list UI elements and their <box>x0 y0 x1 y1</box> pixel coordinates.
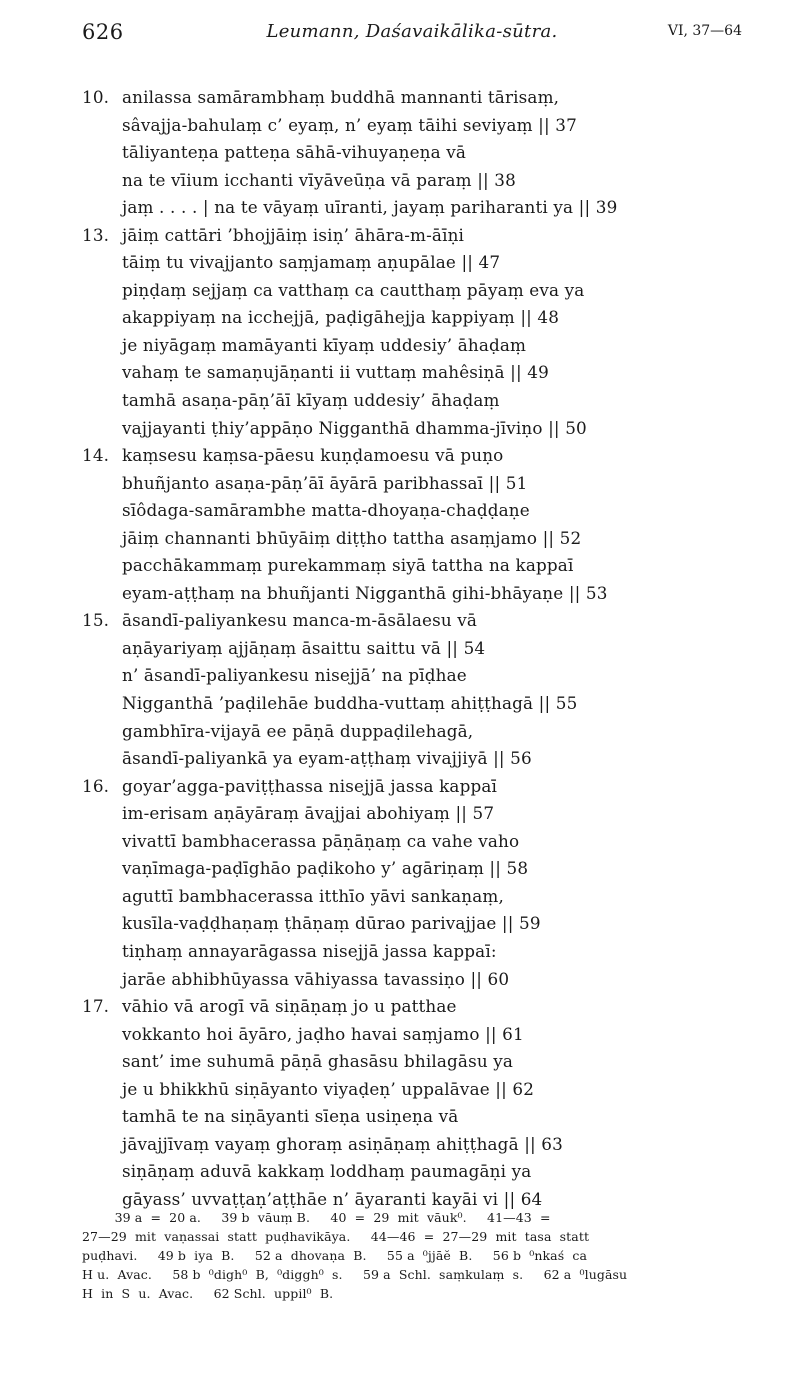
verse-line <box>82 359 762 387</box>
verse-line <box>82 662 762 690</box>
verse-line-text: siṇāṇaṃ aduvā kakkaṃ loddhaṃ paumagāṇi ya <box>122 1161 532 1182</box>
verse-line <box>82 277 762 305</box>
verse-line-text: tāiṃ tu vivajjanto saṃjamaṃ aṇupālae || 47 <box>122 252 501 273</box>
verse-line-text: tamhā te na siṇāyanti sīeṇa usiṇeṇa vā <box>122 1106 459 1127</box>
verse-line-text: im-erisam aṇāyāraṃ āvajjai abohiyaṃ || 57 <box>122 803 495 824</box>
verse-line-text: vajjayanti ṭhiy’appāṇo Nigganthā dhamma-jīviṇo || 50 <box>122 417 587 438</box>
footnote-line: H in S u. Avac. 62 Schl. uppil⁰ B. <box>82 1286 334 1301</box>
verse-range-ref: VI, 37—64 <box>667 23 742 39</box>
verse-line-text: anilassa samārambhaṃ buddhā mannanti tārisaṃ, <box>122 87 560 107</box>
verse-line-text: āsandī-paliyankā ya eyam-aṭṭhaṃ vivajjiyā || 56 <box>122 748 532 769</box>
verse-line <box>82 525 762 553</box>
verse-line <box>82 415 762 443</box>
verse-line-text: tāliyanteṇa patteṇa sāhā-vihuyaṇeṇa vā <box>122 142 467 163</box>
running-title: Leumann, Daśavaikālika-sūtra. <box>266 21 558 42</box>
verse-line-text: n’ āsandī-paliyankesu nisejjā’ na pīḍhae <box>122 665 467 686</box>
verse-text-block <box>82 84 762 1213</box>
section-number: 14. <box>82 445 110 466</box>
verse-line <box>82 690 762 718</box>
verse-line <box>82 855 762 883</box>
verse-line <box>82 552 762 580</box>
verse-line-text: vāhio vā arogī vā siṇāṇaṃ jo u patthae <box>122 996 457 1017</box>
section-number: 13. <box>82 224 110 245</box>
verse-line <box>82 1076 762 1104</box>
verse-line <box>82 883 762 911</box>
verse-line-text: vahaṃ te samaṇujāṇanti ii vuttaṃ mahêsiṇā || 49 <box>122 362 549 383</box>
footnote-line: H u. Avac. 58 b ⁰digh⁰ B, ⁰diggh⁰ s. 59 a Schl. saṃkulaṃ s. 62 a ⁰lugāsu <box>82 1267 628 1282</box>
verse-line-text: eyam-aṭṭhaṃ na bhuñjanti Nigganthā gihi-bhāyaṇe || 53 <box>122 582 608 603</box>
verse-line <box>82 910 762 938</box>
verse-line-text: tamhā asaṇa-pāṇ’āī kīyaṃ uddesiy’ āhaḍaṃ <box>122 390 500 411</box>
verse-line <box>82 966 762 994</box>
verse-line-text: gambhīra-vijayā ee pāṇā duppaḍilehagā, <box>122 720 474 741</box>
verse-line <box>82 332 762 360</box>
verse-line <box>82 1103 762 1131</box>
verse-line <box>82 1131 762 1159</box>
verse-line <box>82 1158 762 1186</box>
verse-line <box>82 1021 762 1049</box>
verse-line-text: tiṇhaṃ annayarāgassa nisejjā jassa kappaī: <box>122 940 497 961</box>
footnotes-block <box>82 1208 762 1303</box>
verse-line-text: aguttī bambhacerassa itthīo yāvi sankaṇaṃ, <box>122 885 504 906</box>
verse-line <box>82 497 762 525</box>
verse-line <box>82 828 762 856</box>
verse-line-text: aṇāyariyaṃ ajjāṇaṃ āsaittu saittu vā || 54 <box>122 637 486 658</box>
verse-line-text: kaṃsesu kaṃsa-pāesu kuṇḍamoesu vā puṇo <box>122 445 504 466</box>
verse-line <box>82 249 762 277</box>
verse-line <box>82 607 762 635</box>
verse-line-text: akappiyaṃ na icchejjā, paḍigāhejja kappiyaṃ || 48 <box>122 307 560 328</box>
verse-line <box>82 773 762 801</box>
section-number: 17. <box>82 996 110 1017</box>
verse-line-text: jaṃ . . . . | na te vāyaṃ uīranti, jayaṃ pariharanti ya || 39 <box>122 197 618 218</box>
verse-line-text: kusīla-vaḍḍhaṇaṃ ṭhāṇaṃ dūrao parivajjae || 59 <box>122 913 541 934</box>
verse-line <box>82 580 762 608</box>
verse-line <box>82 84 762 112</box>
verse-line-text: je u bhikkhū siṇāyanto viyaḍeṇ’ uppalāvae || 62 <box>122 1078 535 1099</box>
section-number: 10. <box>82 87 110 107</box>
verse-line-text: sīôdaga-samārambhe matta-dhoyaṇa-chaḍḍaṇe <box>122 500 530 521</box>
verse-line <box>82 222 762 250</box>
verse-line <box>82 745 762 773</box>
verse-line <box>82 167 762 195</box>
verse-line-text: vokkanto hoi āyāro, jaḍho havai saṃjamo || 61 <box>122 1023 524 1044</box>
verse-line-text: sâvajja-bahulaṃ c’ eyaṃ, n’ eyaṃ tāihi seviyaṃ || 37 <box>122 114 577 135</box>
verse-line-text: pacchākammaṃ purekammaṃ siyā tattha na kappaī <box>122 555 574 576</box>
verse-line <box>82 442 762 470</box>
section-number: 15. <box>82 610 110 631</box>
verse-line-text: je niyāgaṃ mamāyanti kīyaṃ uddesiy’ āhaḍaṃ <box>122 334 527 355</box>
verse-line-text: bhuñjanto asaṇa-pāṇ’āī āyārā paribhassaī || 51 <box>122 472 528 493</box>
verse-line <box>82 800 762 828</box>
verse-line <box>82 139 762 167</box>
verse-line-text: goyar’agga-paviṭṭhassa nisejjā jassa kappaī <box>122 775 498 796</box>
verse-line-text: jarāe abhibhūyassa vāhiyassa tavassiṇo || 60 <box>122 968 510 989</box>
verse-line <box>82 112 762 140</box>
page-number: 626 <box>82 20 124 44</box>
verse-line <box>82 635 762 663</box>
footnote-line: 39 a = 20 a. 39 b vāuṃ B. 40 = 29 mit vāuk⁰. 41—43 = <box>82 1210 551 1225</box>
verse-line-text: jāiṃ channanti bhūyāiṃ diṭṭho tattha asaṃjamo || 52 <box>122 527 582 548</box>
verse-line-text: sant’ ime suhumā pāṇā ghasāsu bhilagāsu ya <box>122 1051 514 1072</box>
verse-line-text: gāyass’ uvvaṭṭaṇ’aṭṭhāe n’ āyaranti kayāi vi || 64 <box>122 1188 543 1209</box>
verse-line <box>82 993 762 1021</box>
verse-line <box>82 1048 762 1076</box>
verse-line-text: jāvajjīvaṃ vayaṃ ghoraṃ asiṇāṇaṃ ahiṭṭhagā || 63 <box>122 1133 563 1154</box>
page-header <box>82 20 742 54</box>
section-number: 16. <box>82 775 110 796</box>
verse-line <box>82 387 762 415</box>
verse-line <box>82 470 762 498</box>
verse-line-text: jāiṃ cattāri ’bhojjāiṃ isiṇ’ āhāra-m-āīṇi <box>122 224 465 245</box>
verse-line-text: Nigganthā ’paḍilehāe buddha-vuttaṃ ahiṭṭhagā || 55 <box>122 693 578 714</box>
verse-line-text: vaṇīmaga-paḍīghāo paḍikoho y’ agāriṇaṃ || 58 <box>122 858 529 879</box>
verse-line-text: na te vīium icchanti vīyāveūṇa vā paraṃ || 38 <box>122 169 516 190</box>
footnote-line: puḍhavi. 49 b iya B. 52 a dhovaṇa B. 55 a ⁰jjāĕ B. 56 b ⁰nkaś ca <box>82 1248 588 1263</box>
verse-line-text: piṇḍaṃ sejjaṃ ca vatthaṃ ca cautthaṃ pāyaṃ eva ya <box>122 279 585 300</box>
verse-line <box>82 938 762 966</box>
verse-line-text: āsandī-paliyankesu manca-m-āsālaesu vā <box>122 610 478 631</box>
verse-line <box>82 304 762 332</box>
verse-line <box>82 194 762 222</box>
verse-line <box>82 718 762 746</box>
verse-line-text: vivattī bambhacerassa pāṇāṇaṃ ca vahe vaho <box>122 830 520 851</box>
footnote-line: 27—29 mit vaṇassai statt puḍhavikāya. 44—46 = 27—29 mit tasa statt <box>82 1229 590 1244</box>
